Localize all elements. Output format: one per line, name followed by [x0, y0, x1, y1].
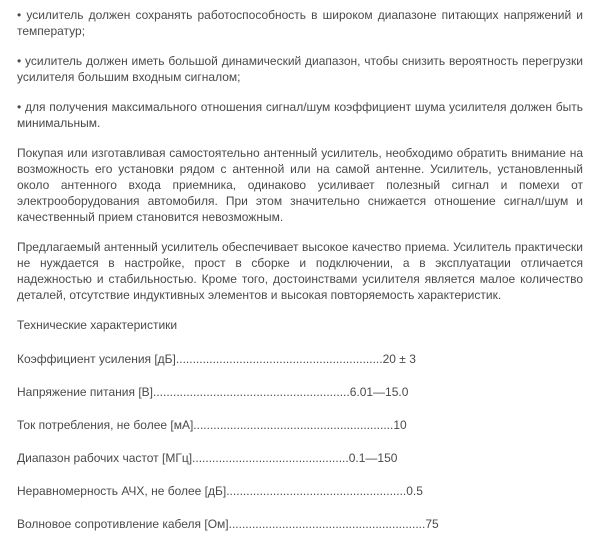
specs-title: Технические характеристики — [17, 318, 178, 332]
spec-impedance: Волновое сопротивление кабеля [Ом]...........................................................75 — [17, 517, 439, 531]
bullet-item-dynamic-range: • усилитель должен иметь большой динамический диапазон, чтобы снизить вероятность перегрузки усилителя большим входным сигналом; — [17, 54, 583, 84]
spec-current: Ток потребления, не более [мА]............................................................10 — [17, 418, 407, 432]
bullet-item-noise: • для получения максимального отношения сигнал/шум коэффициент шума усилителя должен быть минимальным. — [17, 100, 583, 130]
article-body — [17, 7, 583, 549]
paragraph-installation: Покупая или изготавливая самостоятельно антенный усилитель, необходимо обратить внимание на возможность его установки рядом с антенной или на самой антенне. Усилитель, установленный около антенного входа приемника, одинаково усиливает полезный сигнал и помехи от электрооборудования автомобиля. При этом значительно снижается отношение сигнал/шум и качественный прием становится невозможным. — [17, 146, 583, 224]
paragraph-description: Предлагаемый антенный усилитель обеспечивает высокое качество приема. Усилитель практически не нуждается в настройке, прост в сборке и подключении, а в эксплуатации отличается надежностью и стабильностью. Кроме того, достоинствами усилителя является малое количество деталей, отсутствие индуктивных элементов и высокая повторяемость характеристик. — [17, 240, 583, 302]
spec-gain: Коэффициент усиления [дБ]..............................................................20 ± 3 — [17, 352, 416, 366]
spec-flatness: Неравномерность АЧХ, не более [дБ]......................................................0.5 — [17, 484, 423, 498]
spec-frequency-range: Диапазон рабочих частот [МГц]...............................................0.1—150 — [17, 451, 398, 465]
spec-supply-voltage: Напряжение питания [В]...........................................................6.01—15.0 — [17, 385, 409, 399]
bullet-item-temperature: • усилитель должен сохранять работоспособность в широком диапазоне питающих напряжений и температур; — [17, 8, 583, 38]
